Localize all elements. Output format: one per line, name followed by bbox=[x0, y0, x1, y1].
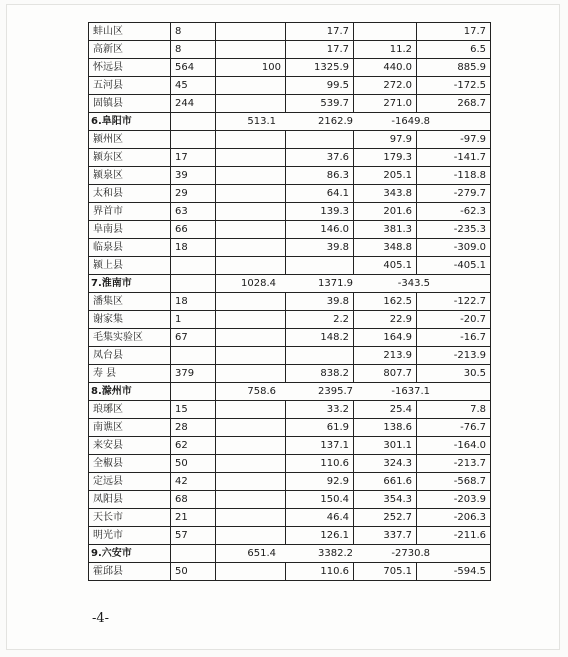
value-cell: 86.3 bbox=[286, 167, 354, 185]
city-total-v1: 758.6 bbox=[247, 386, 276, 397]
count-cell: 67 bbox=[171, 329, 216, 347]
county-row bbox=[89, 95, 491, 113]
value-cell: 343.8 bbox=[354, 185, 417, 203]
county-name-cell: 南谯区 bbox=[89, 419, 171, 437]
city-name-cell: 8.滁州市 bbox=[89, 383, 171, 401]
value-cell: 139.3 bbox=[286, 203, 354, 221]
city-totals-cell bbox=[216, 275, 491, 293]
value-cell bbox=[216, 203, 286, 221]
county-name-cell: 太和县 bbox=[89, 185, 171, 203]
value-cell: -122.7 bbox=[417, 293, 491, 311]
value-cell: 39.8 bbox=[286, 239, 354, 257]
county-name-cell: 颍东区 bbox=[89, 149, 171, 167]
county-row bbox=[89, 23, 491, 41]
city-total-v3: -2730.8 bbox=[391, 548, 430, 559]
county-row bbox=[89, 239, 491, 257]
county-row bbox=[89, 491, 491, 509]
city-total-v2: 2162.9 bbox=[318, 116, 353, 127]
county-row bbox=[89, 293, 491, 311]
count-cell: 18 bbox=[171, 293, 216, 311]
county-row bbox=[89, 41, 491, 59]
value-cell: -172.5 bbox=[417, 77, 491, 95]
county-name-cell: 颍泉区 bbox=[89, 167, 171, 185]
value-cell: -405.1 bbox=[417, 257, 491, 275]
value-cell: 126.1 bbox=[286, 527, 354, 545]
value-cell bbox=[216, 239, 286, 257]
value-cell: 137.1 bbox=[286, 437, 354, 455]
value-cell: 17.7 bbox=[286, 41, 354, 59]
county-row bbox=[89, 167, 491, 185]
city-totals-cell bbox=[216, 545, 491, 563]
count-cell: 17 bbox=[171, 149, 216, 167]
county-row bbox=[89, 311, 491, 329]
value-cell bbox=[216, 257, 286, 275]
empty-cell bbox=[171, 275, 216, 293]
value-cell bbox=[216, 563, 286, 581]
value-cell: 2.2 bbox=[286, 311, 354, 329]
value-cell: -118.8 bbox=[417, 167, 491, 185]
county-row bbox=[89, 131, 491, 149]
value-cell bbox=[216, 347, 286, 365]
value-cell: -62.3 bbox=[417, 203, 491, 221]
count-cell: 28 bbox=[171, 419, 216, 437]
city-total-v3: -343.5 bbox=[397, 278, 430, 289]
count-cell bbox=[171, 131, 216, 149]
county-row bbox=[89, 257, 491, 275]
value-cell: 705.1 bbox=[354, 563, 417, 581]
city-row bbox=[89, 545, 491, 563]
count-cell: 42 bbox=[171, 473, 216, 491]
county-row bbox=[89, 455, 491, 473]
count-cell: 564 bbox=[171, 59, 216, 77]
empty-cell bbox=[171, 383, 216, 401]
county-name-cell: 定远县 bbox=[89, 473, 171, 491]
value-cell: 100 bbox=[216, 59, 286, 77]
value-cell: -76.7 bbox=[417, 419, 491, 437]
value-cell bbox=[216, 77, 286, 95]
value-cell: 381.3 bbox=[354, 221, 417, 239]
county-name-cell: 凤台县 bbox=[89, 347, 171, 365]
value-cell: 661.6 bbox=[354, 473, 417, 491]
county-name-cell: 颍州区 bbox=[89, 131, 171, 149]
county-name-cell: 天长市 bbox=[89, 509, 171, 527]
city-row bbox=[89, 113, 491, 131]
value-cell: -309.0 bbox=[417, 239, 491, 257]
count-cell: 29 bbox=[171, 185, 216, 203]
value-cell: 37.6 bbox=[286, 149, 354, 167]
count-cell: 50 bbox=[171, 563, 216, 581]
value-cell: 92.9 bbox=[286, 473, 354, 491]
value-cell bbox=[216, 527, 286, 545]
count-cell: 63 bbox=[171, 203, 216, 221]
count-cell: 45 bbox=[171, 77, 216, 95]
value-cell bbox=[216, 491, 286, 509]
value-cell bbox=[216, 167, 286, 185]
county-name-cell: 寿 县 bbox=[89, 365, 171, 383]
county-row bbox=[89, 347, 491, 365]
value-cell: 324.3 bbox=[354, 455, 417, 473]
value-cell bbox=[216, 95, 286, 113]
value-cell bbox=[216, 131, 286, 149]
value-cell: 440.0 bbox=[354, 59, 417, 77]
count-cell: 1 bbox=[171, 311, 216, 329]
value-cell: 885.9 bbox=[417, 59, 491, 77]
value-cell: 99.5 bbox=[286, 77, 354, 95]
value-cell: 138.6 bbox=[354, 419, 417, 437]
value-cell: -97.9 bbox=[417, 131, 491, 149]
value-cell bbox=[216, 509, 286, 527]
county-row bbox=[89, 203, 491, 221]
value-cell: -20.7 bbox=[417, 311, 491, 329]
value-cell: -235.3 bbox=[417, 221, 491, 239]
value-cell: 213.9 bbox=[354, 347, 417, 365]
value-cell: 61.9 bbox=[286, 419, 354, 437]
value-cell: 150.4 bbox=[286, 491, 354, 509]
value-cell bbox=[216, 311, 286, 329]
count-cell: 66 bbox=[171, 221, 216, 239]
county-row bbox=[89, 401, 491, 419]
value-cell: 146.0 bbox=[286, 221, 354, 239]
value-cell: 64.1 bbox=[286, 185, 354, 203]
value-cell: 97.9 bbox=[354, 131, 417, 149]
county-row bbox=[89, 59, 491, 77]
value-cell: 162.5 bbox=[354, 293, 417, 311]
value-cell bbox=[216, 149, 286, 167]
value-cell: 1325.9 bbox=[286, 59, 354, 77]
value-cell: 11.2 bbox=[354, 41, 417, 59]
value-cell: 405.1 bbox=[354, 257, 417, 275]
value-cell: 539.7 bbox=[286, 95, 354, 113]
city-total-v3: -1637.1 bbox=[391, 386, 430, 397]
county-name-cell: 怀远县 bbox=[89, 59, 171, 77]
value-cell bbox=[216, 401, 286, 419]
count-cell: 21 bbox=[171, 509, 216, 527]
value-cell bbox=[216, 419, 286, 437]
value-cell: -213.7 bbox=[417, 455, 491, 473]
value-cell: 17.7 bbox=[286, 23, 354, 41]
city-row bbox=[89, 275, 491, 293]
city-total-v2: 3382.2 bbox=[318, 548, 353, 559]
county-row bbox=[89, 527, 491, 545]
county-row bbox=[89, 509, 491, 527]
value-cell: 838.2 bbox=[286, 365, 354, 383]
value-cell bbox=[216, 185, 286, 203]
value-cell: -594.5 bbox=[417, 563, 491, 581]
value-cell bbox=[216, 221, 286, 239]
value-cell: 164.9 bbox=[354, 329, 417, 347]
county-name-cell: 琅琊区 bbox=[89, 401, 171, 419]
value-cell: -203.9 bbox=[417, 491, 491, 509]
count-cell: 379 bbox=[171, 365, 216, 383]
county-name-cell: 霍邱县 bbox=[89, 563, 171, 581]
value-cell: 7.8 bbox=[417, 401, 491, 419]
value-cell bbox=[216, 473, 286, 491]
value-cell: 110.6 bbox=[286, 563, 354, 581]
value-cell: 22.9 bbox=[354, 311, 417, 329]
count-cell: 39 bbox=[171, 167, 216, 185]
value-cell: 201.6 bbox=[354, 203, 417, 221]
county-row bbox=[89, 221, 491, 239]
value-cell bbox=[216, 23, 286, 41]
value-cell bbox=[216, 293, 286, 311]
value-cell bbox=[354, 23, 417, 41]
county-name-cell: 颍上县 bbox=[89, 257, 171, 275]
city-total-v1: 651.4 bbox=[247, 548, 276, 559]
value-cell: 25.4 bbox=[354, 401, 417, 419]
value-cell: 337.7 bbox=[354, 527, 417, 545]
count-cell: 15 bbox=[171, 401, 216, 419]
value-cell: 33.2 bbox=[286, 401, 354, 419]
count-cell: 8 bbox=[171, 23, 216, 41]
county-row bbox=[89, 185, 491, 203]
value-cell bbox=[216, 437, 286, 455]
city-total-v2: 2395.7 bbox=[318, 386, 353, 397]
value-cell bbox=[216, 455, 286, 473]
county-name-cell: 明光市 bbox=[89, 527, 171, 545]
value-cell: 252.7 bbox=[354, 509, 417, 527]
count-cell bbox=[171, 347, 216, 365]
county-name-cell: 临泉县 bbox=[89, 239, 171, 257]
county-name-cell: 蚌山区 bbox=[89, 23, 171, 41]
value-cell: 268.7 bbox=[417, 95, 491, 113]
value-cell: 110.6 bbox=[286, 455, 354, 473]
value-cell: -568.7 bbox=[417, 473, 491, 491]
county-name-cell: 潘集区 bbox=[89, 293, 171, 311]
value-cell: -213.9 bbox=[417, 347, 491, 365]
county-row bbox=[89, 419, 491, 437]
county-row bbox=[89, 365, 491, 383]
value-cell bbox=[286, 347, 354, 365]
county-name-cell: 高新区 bbox=[89, 41, 171, 59]
county-name-cell: 界首市 bbox=[89, 203, 171, 221]
county-name-cell: 来安县 bbox=[89, 437, 171, 455]
city-totals-cell bbox=[216, 383, 491, 401]
county-name-cell: 谢家集 bbox=[89, 311, 171, 329]
value-cell: 272.0 bbox=[354, 77, 417, 95]
table-body bbox=[89, 23, 491, 581]
value-cell: -279.7 bbox=[417, 185, 491, 203]
value-cell: 205.1 bbox=[354, 167, 417, 185]
value-cell bbox=[286, 257, 354, 275]
city-name-cell: 6.阜阳市 bbox=[89, 113, 171, 131]
value-cell: 148.2 bbox=[286, 329, 354, 347]
county-row bbox=[89, 77, 491, 95]
value-cell: 39.8 bbox=[286, 293, 354, 311]
county-row bbox=[89, 563, 491, 581]
count-cell bbox=[171, 257, 216, 275]
count-cell: 57 bbox=[171, 527, 216, 545]
value-cell: 6.5 bbox=[417, 41, 491, 59]
empty-cell bbox=[171, 545, 216, 563]
county-name-cell: 阜南县 bbox=[89, 221, 171, 239]
value-cell: -16.7 bbox=[417, 329, 491, 347]
city-total-v1: 1028.4 bbox=[241, 278, 276, 289]
value-cell bbox=[286, 131, 354, 149]
county-name-cell: 固镇县 bbox=[89, 95, 171, 113]
county-row bbox=[89, 329, 491, 347]
city-totals-cell bbox=[216, 113, 491, 131]
count-cell: 50 bbox=[171, 455, 216, 473]
value-cell bbox=[216, 365, 286, 383]
count-cell: 8 bbox=[171, 41, 216, 59]
county-name-cell: 毛集实验区 bbox=[89, 329, 171, 347]
value-cell: 301.1 bbox=[354, 437, 417, 455]
count-cell: 62 bbox=[171, 437, 216, 455]
county-name-cell: 全椒县 bbox=[89, 455, 171, 473]
county-name-cell: 五河县 bbox=[89, 77, 171, 95]
value-cell: 807.7 bbox=[354, 365, 417, 383]
value-cell: 354.3 bbox=[354, 491, 417, 509]
city-row bbox=[89, 383, 491, 401]
value-cell: 17.7 bbox=[417, 23, 491, 41]
count-cell: 18 bbox=[171, 239, 216, 257]
city-name-cell: 7.淮南市 bbox=[89, 275, 171, 293]
county-row bbox=[89, 149, 491, 167]
value-cell: 348.8 bbox=[354, 239, 417, 257]
county-row bbox=[89, 437, 491, 455]
city-name-cell: 9.六安市 bbox=[89, 545, 171, 563]
value-cell: -211.6 bbox=[417, 527, 491, 545]
city-total-v2: 1371.9 bbox=[318, 278, 353, 289]
value-cell: -164.0 bbox=[417, 437, 491, 455]
city-total-v3: -1649.8 bbox=[391, 116, 430, 127]
allocation-table bbox=[88, 22, 491, 581]
value-cell: 179.3 bbox=[354, 149, 417, 167]
city-total-v1: 513.1 bbox=[247, 116, 276, 127]
value-cell bbox=[216, 41, 286, 59]
value-cell: 46.4 bbox=[286, 509, 354, 527]
page-number: -4- bbox=[92, 611, 110, 626]
county-row bbox=[89, 473, 491, 491]
value-cell: 271.0 bbox=[354, 95, 417, 113]
value-cell bbox=[216, 329, 286, 347]
value-cell: -141.7 bbox=[417, 149, 491, 167]
county-name-cell: 凤阳县 bbox=[89, 491, 171, 509]
count-cell: 244 bbox=[171, 95, 216, 113]
value-cell: -206.3 bbox=[417, 509, 491, 527]
value-cell: 30.5 bbox=[417, 365, 491, 383]
empty-cell bbox=[171, 113, 216, 131]
count-cell: 68 bbox=[171, 491, 216, 509]
